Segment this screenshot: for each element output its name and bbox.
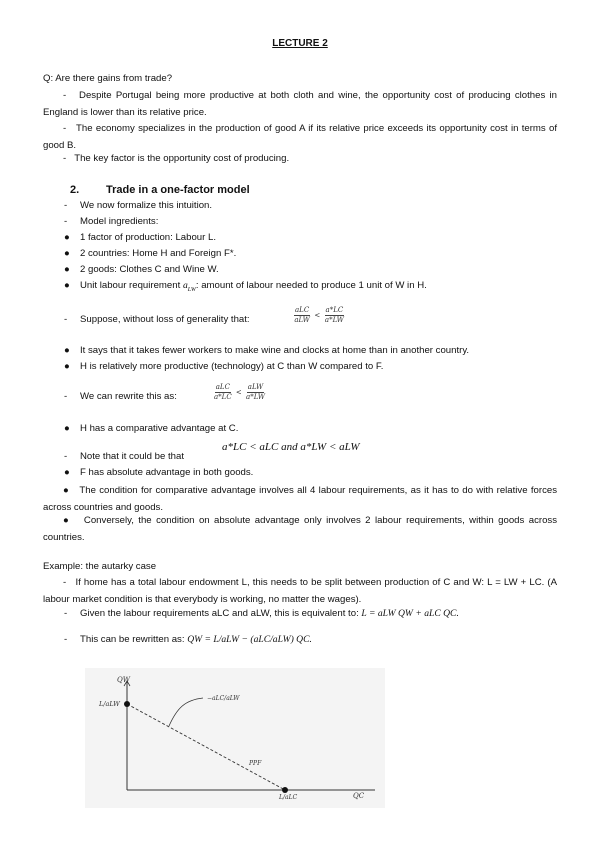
unit-labour-symbol: $a_{LW}$ — [182, 280, 196, 293]
example-paragraph-1: - If home has a total labour endowment L, this needs to be split between production of C and W: L = LW + LC. (A labour market condition is that everybody is working, no matter the wages). — [43, 577, 557, 605]
intro-paragraph-3: - The key factor is the opportunity cost of producing. — [63, 153, 290, 164]
graph-background — [85, 668, 385, 808]
page-title: LECTURE 2 — [272, 38, 328, 49]
x-intercept-label: L/aLC — [279, 794, 298, 801]
inequality-image-1: $\frac{\text{aLC}}{\text{aLW}}$ < $\frac{a*LC}{a*LW}$ — [294, 306, 344, 324]
y-axis-label: QW — [117, 676, 130, 684]
section-number: 2. — [70, 184, 80, 196]
x-intercept-point — [282, 787, 288, 793]
condition-paragraph-2: ● Conversely, the condition on absolute advantage only involves 2 labour requirements, within goods across countries. — [43, 515, 557, 543]
intro-paragraph-2: - The economy specializes in the production of good A if its relative price exceeds its opportunity cost in terms of good B. — [43, 123, 557, 151]
note-equation: a*LC < aLC and a*LW < aLW — [222, 441, 360, 453]
ppf-figure — [85, 668, 385, 808]
rewritten-equation: QW = L/aLW − (aLC/aLW) QC. — [187, 634, 312, 645]
inequality-image-2: $\frac{\text{aLC}}{a*LC}$ < $\frac{\text{aLW}}{a*LW}$ — [214, 383, 265, 401]
condition-paragraph-1: ● The condition for comparative advantage involves all 4 labour requirements, as it has to do with relative forces across countries and goods. — [43, 485, 558, 513]
ppf-label: PPF — [249, 760, 262, 767]
section-heading — [70, 184, 250, 196]
y-intercept-point — [124, 701, 130, 707]
labour-constraint-equation: L = aLW QW + aLC QC. — [361, 608, 459, 619]
intro-paragraph-1: - Despite Portugal being more productive at both cloth and wine, the opportunity cost of producing clothes in England is lower than its relative price. — [43, 90, 557, 118]
question-heading: Q: Are there gains from trade? — [43, 73, 173, 84]
x-axis-label: QC — [353, 792, 365, 800]
example-heading: Example: the autarky case — [43, 561, 157, 572]
slope-label: −aLC/aLW — [207, 695, 240, 702]
y-intercept-label: L/aLW — [99, 700, 120, 708]
ppf-graph — [85, 668, 385, 808]
section-title: Trade in a one-factor model — [106, 184, 250, 196]
